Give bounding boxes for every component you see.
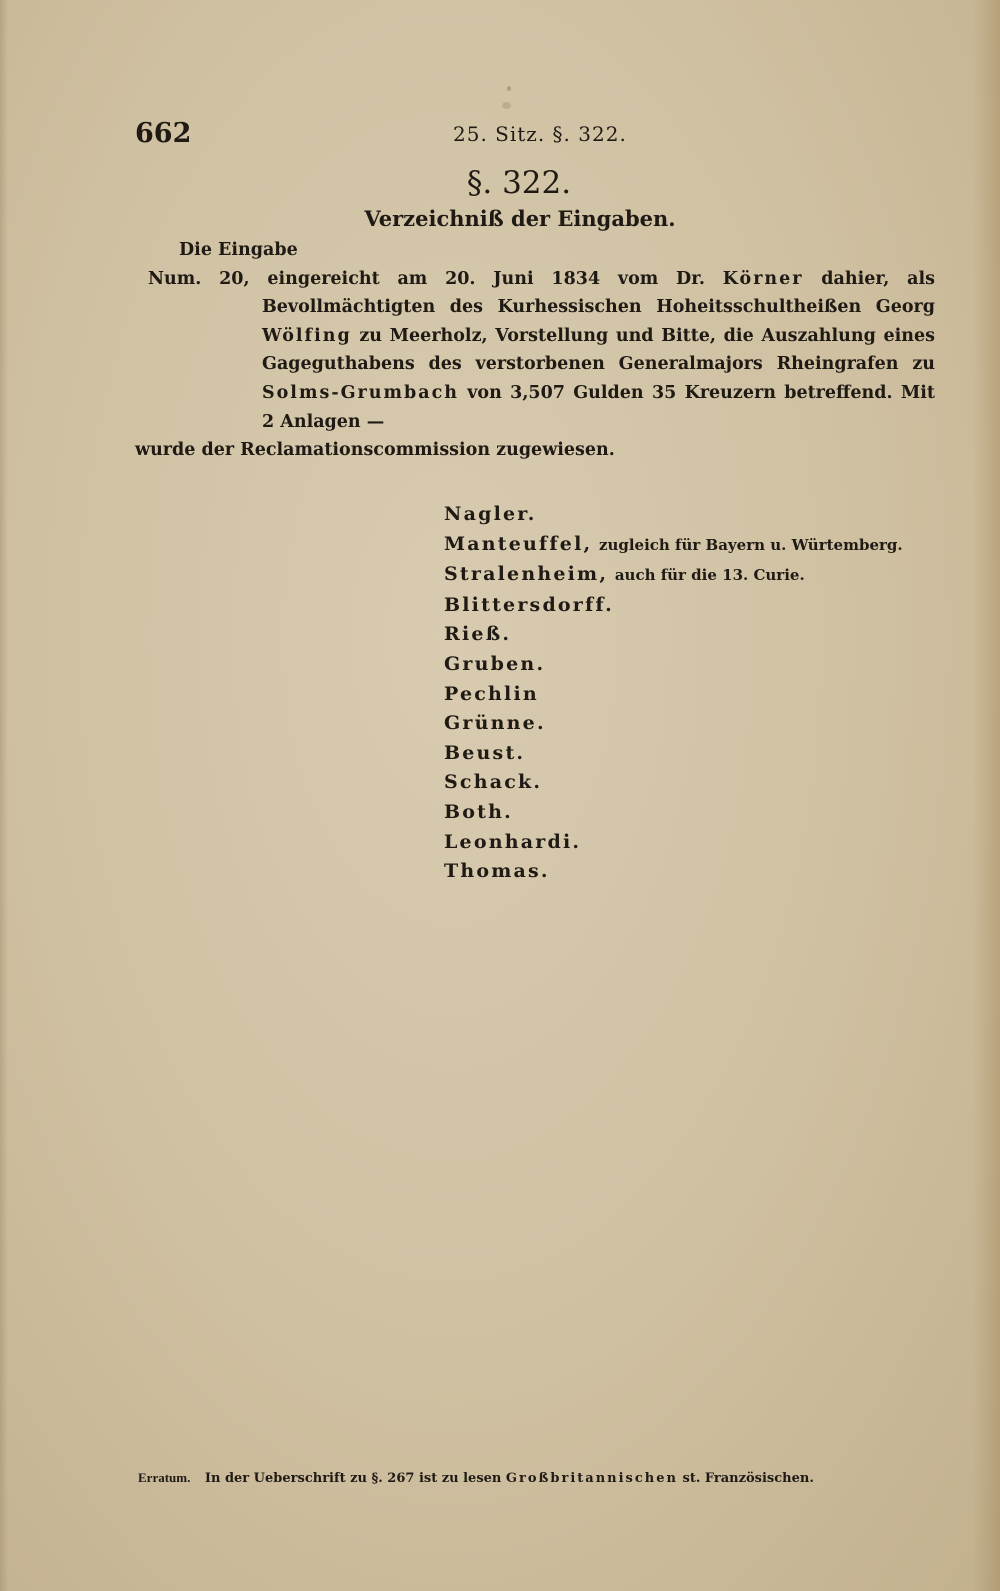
signature-name: Blittersdorff. bbox=[444, 593, 614, 616]
signature-line bbox=[444, 739, 964, 769]
entry-paragraph bbox=[135, 265, 935, 437]
erratum-text-2: st. Französischen. bbox=[682, 1471, 814, 1486]
entry-block bbox=[135, 236, 935, 465]
signature-name: Manteuffel, bbox=[444, 532, 593, 555]
running-head: 25. Sitz. §. 322. bbox=[453, 122, 627, 146]
signature-name: Schack. bbox=[444, 771, 543, 794]
signature-name: Thomas. bbox=[444, 860, 550, 883]
signature-line bbox=[444, 828, 964, 858]
entry-intro: Die Eingabe bbox=[179, 240, 298, 260]
signature-name: Pechlin bbox=[444, 682, 539, 705]
signature-line bbox=[444, 768, 964, 798]
signature-line bbox=[444, 530, 964, 561]
signature-line bbox=[444, 709, 964, 739]
section-title: Verzeichniß der Eingaben. bbox=[364, 206, 676, 231]
person-name-woelfing: Wölfing bbox=[262, 325, 352, 346]
signature-name: Nagler. bbox=[444, 503, 537, 525]
erratum-text-1: In der Ueberschrift zu §. 267 ist zu lesen bbox=[204, 1471, 502, 1486]
entry-closing: wurde der Reclamationscommission zugewiesen. bbox=[135, 440, 615, 461]
signature-name: Both. bbox=[444, 800, 513, 823]
ink-smudge-mark bbox=[502, 102, 511, 109]
signature-name: Gruben. bbox=[444, 652, 546, 675]
signature-line bbox=[444, 650, 964, 680]
signature-name: Beust. bbox=[444, 741, 526, 764]
erratum-note bbox=[138, 1470, 918, 1486]
signature-line bbox=[444, 620, 964, 650]
signature-list bbox=[444, 500, 964, 887]
section-number: §. 322. bbox=[466, 165, 572, 201]
page-number: 662 bbox=[135, 118, 192, 149]
signature-line bbox=[444, 560, 964, 591]
signature-name: Stralenheim, bbox=[444, 563, 609, 586]
entry-text-1: eingereicht am 20. Juni 1834 vom Dr. bbox=[267, 268, 705, 289]
page-header bbox=[135, 118, 935, 158]
entry-text-3: zu Meerholz, Vorstellung und Bitte, die Auszahlung eines Gageguthabens des verstorbenen Generalmajors Rheingrafen zu bbox=[262, 325, 936, 375]
erratum-label: Erratum. bbox=[138, 1470, 191, 1485]
erratum-emphasis: Großbritannischen bbox=[505, 1471, 678, 1486]
signature-line bbox=[444, 857, 964, 887]
place-name-solms-grumbach: Solms-Grumbach bbox=[262, 382, 459, 403]
entry-text-4: von 3,507 Gulden 35 Kreuzern betreffend. Mit 2 Anlagen — bbox=[262, 382, 935, 432]
signature-name: Grünne. bbox=[444, 712, 546, 735]
signature-note: zugleich für Bayern u. Würtemberg. bbox=[598, 535, 903, 554]
signature-line bbox=[444, 680, 964, 710]
signature-note: auch für die 13. Curie. bbox=[614, 566, 805, 585]
signature-line bbox=[444, 591, 964, 621]
signature-line bbox=[444, 500, 964, 530]
entry-text-2: dahier, als Bevollmächtigten des Kurhessischen Hoheitsschultheißen Georg bbox=[262, 268, 936, 318]
signature-name: Leonhardi. bbox=[444, 830, 582, 853]
signature-line bbox=[444, 798, 964, 828]
person-name-koerner: Körner bbox=[722, 268, 804, 289]
ink-smudge-dot bbox=[507, 86, 511, 91]
entry-number: Num. 20, bbox=[148, 268, 250, 289]
signature-name: Rieß. bbox=[444, 623, 512, 646]
